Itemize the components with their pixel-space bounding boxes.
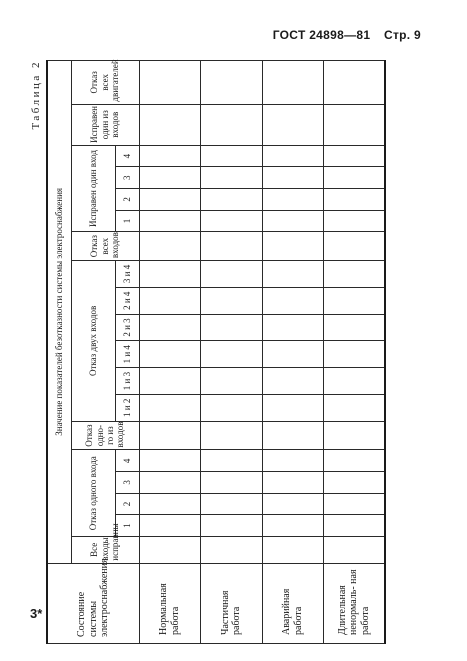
- sub-one-ok: 2: [115, 189, 139, 211]
- sub-one-fail: 1: [115, 515, 139, 537]
- row-label: Нормальная работа: [139, 563, 201, 643]
- col-two-fail: Отказ двух входов: [71, 261, 115, 422]
- signature-mark: 3*: [30, 606, 43, 621]
- table-row: [324, 61, 386, 644]
- rotated-table-block: [30, 60, 403, 644]
- sub-one-fail: 4: [115, 450, 139, 472]
- page-number: Стр. 9: [383, 28, 421, 42]
- table-row: [262, 61, 324, 644]
- sub-one-ok: 4: [115, 145, 139, 167]
- stub-header: Состояние системы электроснабжения: [47, 563, 139, 643]
- sub-one-ok: 1: [115, 210, 139, 232]
- row-label: Частичная работа: [201, 563, 263, 643]
- col-all-fail-engines: Отказ всех двигателей: [71, 61, 139, 105]
- sub-two-fail: 2 и 4: [115, 287, 139, 314]
- group-header: Значение показателей безотказности системы электроснабжения: [47, 61, 71, 564]
- sub-two-fail: 3 и 4: [115, 261, 139, 288]
- sub-one-fail: 3: [115, 472, 139, 494]
- sub-two-fail: 1 и 3: [115, 368, 139, 395]
- sub-two-fail: 2 и 3: [115, 314, 139, 341]
- col-one-fail: Отказ одного входа: [71, 450, 115, 536]
- col-all-fail: Отказ всех входов: [71, 232, 139, 261]
- sub-one-fail: 2: [115, 493, 139, 515]
- table-row: [201, 61, 263, 644]
- col-ok-from: Исправен один из входов: [71, 104, 139, 145]
- reliability-table: [46, 60, 386, 644]
- col-all-ok: Все входы исправны: [71, 536, 139, 563]
- sub-two-fail: 1 и 2: [115, 394, 139, 421]
- standard-number: ГОСТ 24898—81: [272, 28, 371, 42]
- row-label: Аварийная работа: [262, 563, 324, 643]
- col-one-ok: Исправен один вход: [71, 145, 115, 231]
- col-two-from: Отказ одно- го из входов: [71, 421, 139, 450]
- table-label: Таблица 2: [30, 60, 42, 130]
- table-row: [139, 61, 201, 644]
- row-label: Длительная ненормаль- ная работа: [324, 563, 386, 643]
- sub-two-fail: 1 и 4: [115, 341, 139, 368]
- page-header: [273, 28, 421, 42]
- sub-one-ok: 3: [115, 167, 139, 189]
